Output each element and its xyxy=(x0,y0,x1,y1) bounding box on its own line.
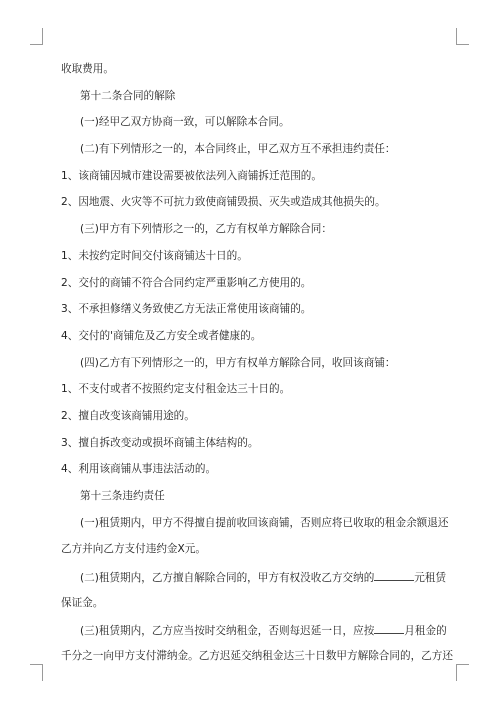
text-span: (二)租赁期内，乙方擅自解除合同的，甲方有权没收乙方交纳的 xyxy=(80,572,375,585)
document-body xyxy=(61,62,453,676)
crop-mark-bottom-right xyxy=(456,664,469,681)
text-line: 2、交付的商铺不符合合同约定严重影响乙方使用的。 xyxy=(61,276,312,289)
text-line: 4、交付的'商铺危及乙方安全或者健康的。 xyxy=(61,329,262,342)
text-span: (三)租赁期内，乙方应当按时交纳租金，否则每迟延一日，应按 xyxy=(80,625,375,638)
text-line: 3、擅自拆改变动或损坏商铺主体结构的。 xyxy=(61,436,259,449)
fill-in-blank xyxy=(374,569,414,581)
text-line: (一)经甲乙双方协商一致，可以解除本合同。 xyxy=(80,116,290,129)
crop-mark-bottom-left xyxy=(30,664,43,681)
text-line: 1、该商铺因城市建设需要被依法列入商铺拆迁范围的。 xyxy=(61,169,322,182)
text-line: 收取费用。 xyxy=(61,63,114,75)
text-line: (四)乙方有下列情形之一的，甲方有权单方解除合同，收回该商铺： xyxy=(80,356,396,369)
text-span: 月租金的 xyxy=(404,625,447,638)
crop-mark-top-left xyxy=(30,28,43,45)
text-line: 1、不支付或者不按照约定支付租金达三十日的。 xyxy=(61,383,291,396)
text-span: 元租赁 xyxy=(414,572,447,585)
text-line: 千分之一向甲方支付滞纳金。乙方迟延交纳租金达三十日数甲方解除合同的，乙方还 xyxy=(61,650,453,663)
text-line: 1、未按约定时间交付该商铺达十日的。 xyxy=(61,249,248,262)
text-line: 4、利用该商铺从事违法活动的。 xyxy=(61,463,217,476)
crop-mark-top-right xyxy=(456,28,469,45)
text-line: 2、因地震、火灾等不可抗力致使商铺毁损、灭失或造成其他损失的。 xyxy=(61,196,386,209)
text-line xyxy=(61,569,447,585)
text-line: (三)甲方有下列情形之一的，乙方有权单方解除合同： xyxy=(80,223,332,236)
text-line: 2、擅自改变该商铺用途的。 xyxy=(61,409,195,422)
text-line: (一)租赁期内，甲方不得擅自提前收回该商铺，否则应将已收取的租金余额退还 xyxy=(80,516,449,529)
section-heading: 第十二条合同的解除 xyxy=(80,89,176,102)
text-line: 乙方并向乙方支付违约金Ⅹ元。 xyxy=(61,543,206,556)
text-line: (二)有下列情形之一的，本合同终止，甲乙双方互不承担违约责任： xyxy=(80,143,396,156)
text-line: 3、不承担修缮义务致使乙方无法正常使用该商铺的。 xyxy=(61,303,312,316)
text-line: 保证金。 xyxy=(61,596,104,609)
text-line xyxy=(61,622,447,638)
section-heading: 第十三条违约责任 xyxy=(80,490,165,502)
fill-in-blank xyxy=(374,622,404,634)
